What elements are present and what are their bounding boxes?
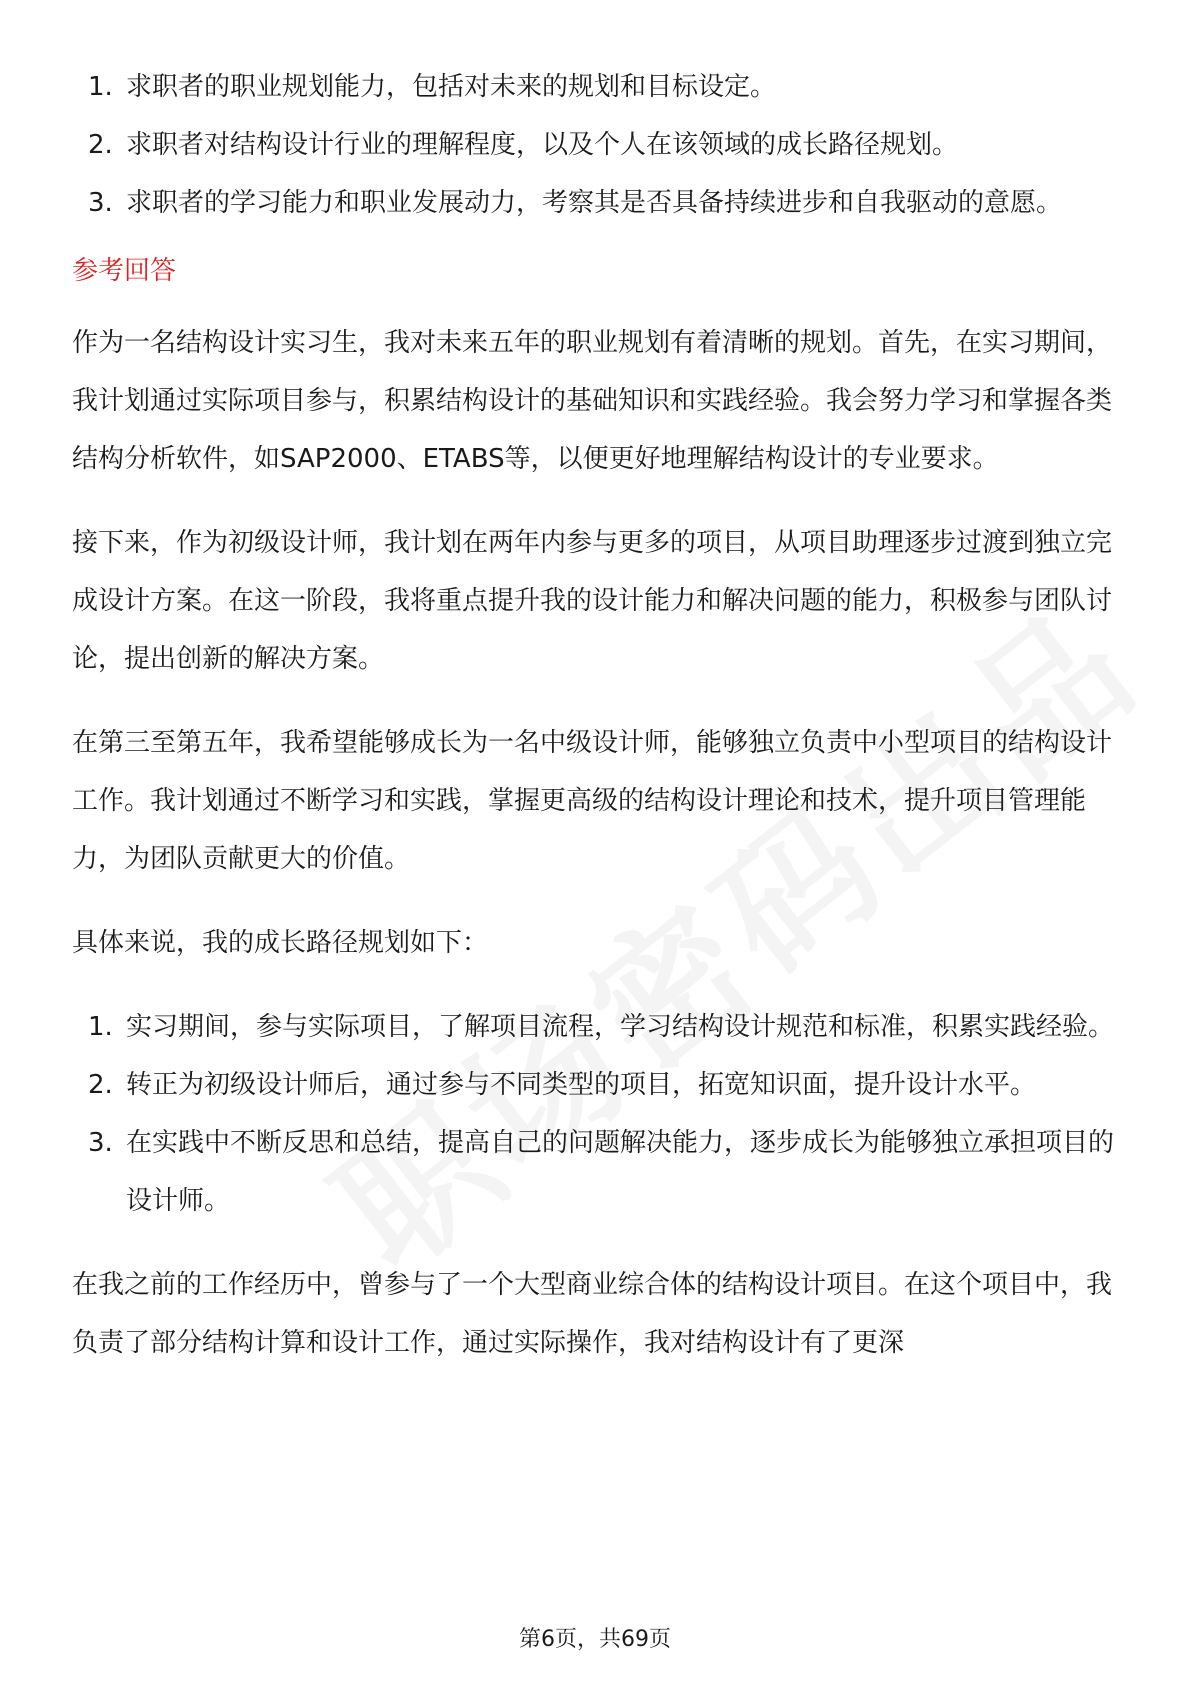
list-item-text: 实习期间，参与实际项目，了解项目流程，学习结构设计规范和标准，积累实践经验。 (126, 1012, 1115, 1042)
list-item-number: 2. (88, 130, 113, 160)
list-item-text: 求职者对结构设计行业的理解程度，以及个人在该领域的成长路径规划。 (126, 130, 959, 160)
paragraph: 在我之前的工作经历中，曾参与了一个大型商业综合体的结构设计项目。在这个项目中，我负责了部分结构计算和设计工作，通过实际操作，我对结构设计有了更深 (72, 1270, 1113, 1358)
list-item (72, 1056, 1120, 1114)
list-item-number: 1. (88, 1012, 113, 1042)
list-item-text: 求职者的学习能力和职业发展动力，考察其是否具备持续进步和自我驱动的意愿。 (126, 188, 1063, 218)
list-item-text: 求职者的职业规划能力，包括对未来的规划和目标设定。 (126, 72, 777, 102)
list-item (72, 58, 1120, 116)
page-number: 第6页，共69页 (519, 1627, 671, 1652)
list-item-number: 2. (88, 1070, 113, 1100)
list-item-number: 1. (88, 72, 113, 102)
list-item-number: 3. (88, 1128, 113, 1158)
list-item (72, 116, 1120, 174)
section-title: 参考回答 (72, 256, 177, 286)
paragraph: 在第三至第五年，我希望能够成长为一名中级设计师，能够独立负责中小型项目的结构设计工作。我计划通过不断学习和实践，掌握更高级的结构设计理论和技术，提升项目管理能力，为团队贡献更大的价值。 (72, 728, 1113, 874)
list-item-text: 在实践中不断反思和总结，提高自己的问题解决能力，逐步成长为能够独立承担项目的设计师。 (126, 1128, 1115, 1216)
list-item-text: 转正为初级设计师后，通过参与不同类型的项目，拓宽知识面，提升设计水平。 (126, 1070, 1037, 1100)
list-item (72, 1114, 1120, 1230)
paragraph: 具体来说，我的成长路径规划如下： (72, 928, 489, 958)
paragraph: 接下来，作为初级设计师，我计划在两年内参与更多的项目，从项目助理逐步过渡到独立完成设计方案。在这一阶段，我将重点提升我的设计能力和解决问题的能力，积极参与团队讨论，提出创新的解决方案。 (72, 528, 1113, 674)
growth-path-list (72, 998, 1120, 1230)
evaluation-points-list (72, 58, 1120, 232)
paragraph: 作为一名结构设计实习生，我对未来五年的职业规划有着清晰的规划。首先，在实习期间，我计划通过实际项目参与，积累结构设计的基础知识和实践经验。我会努力学习和掌握各类结构分析软件，如SAP2000、ETABS等，以便更好地理解结构设计的专业要求。 (72, 328, 1113, 474)
list-item (72, 998, 1120, 1056)
list-item-number: 3. (88, 188, 113, 218)
page-content (72, 58, 1120, 1398)
list-item (72, 174, 1120, 232)
